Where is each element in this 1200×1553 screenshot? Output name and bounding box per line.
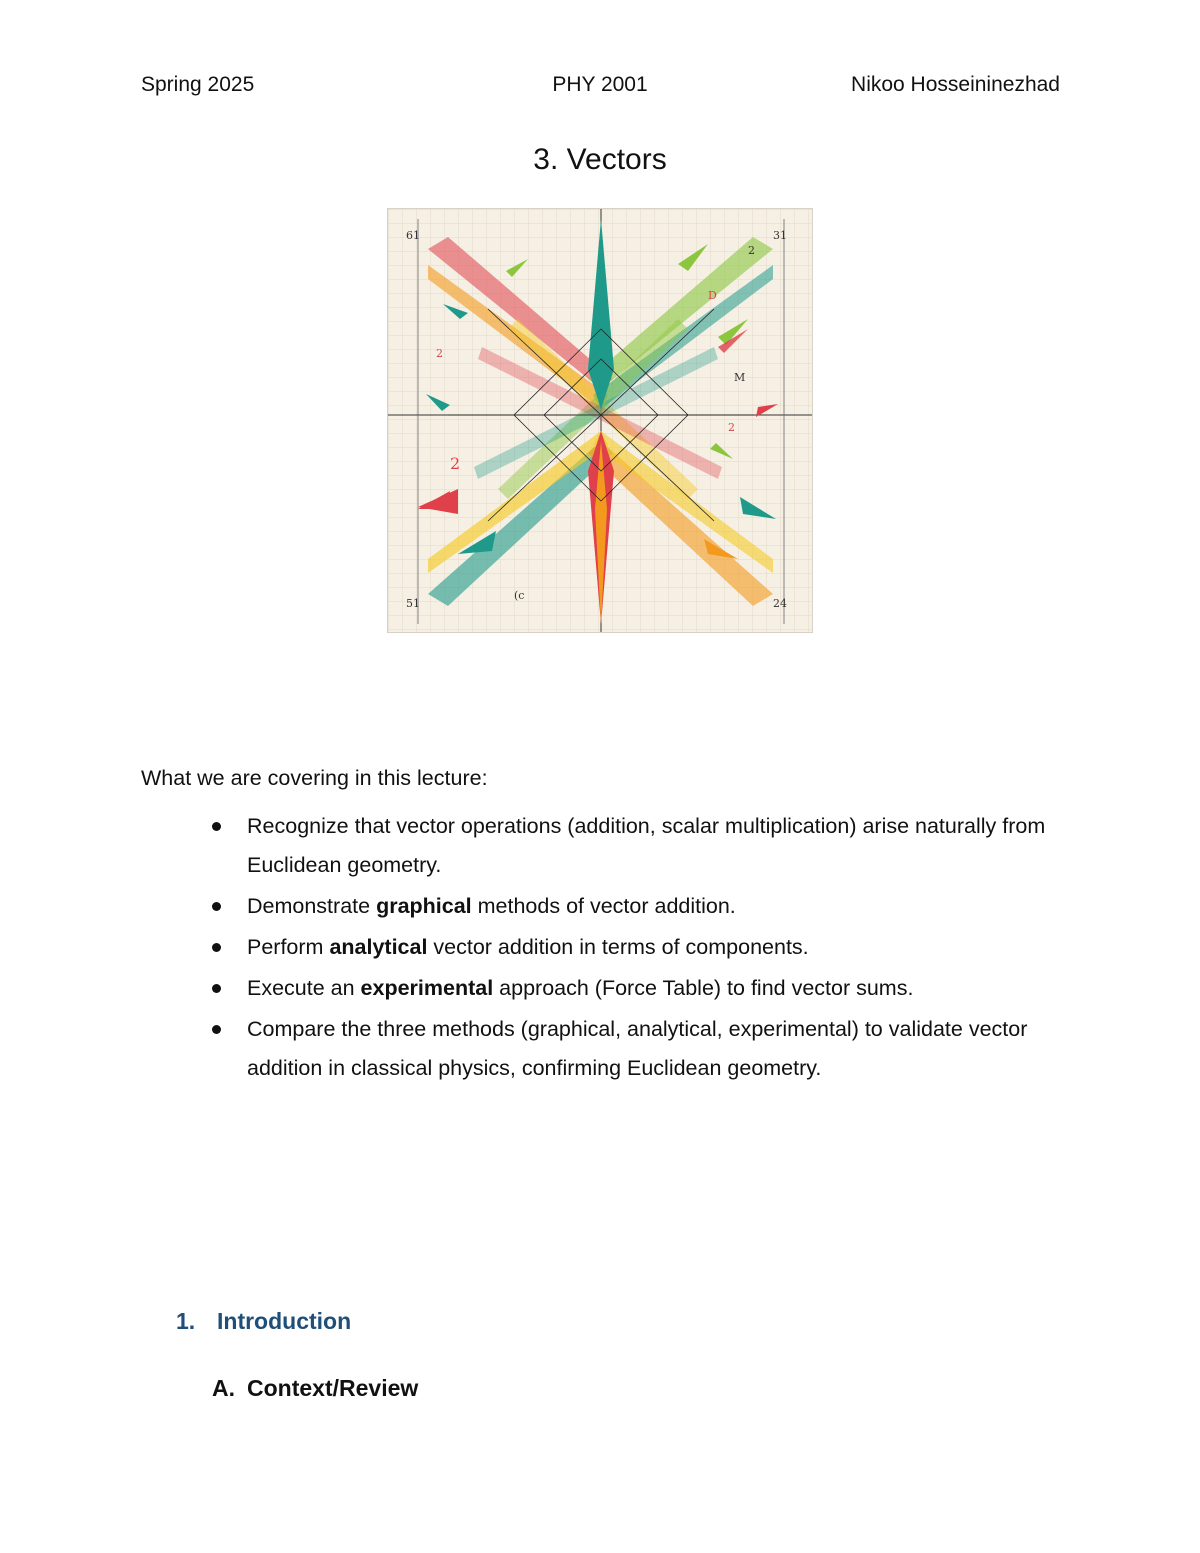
objective-text: vector addition in terms of components. bbox=[427, 935, 809, 959]
header-course: PHY 2001 bbox=[552, 73, 648, 96]
header-author: Nikoo Hosseininezhad bbox=[851, 73, 1060, 96]
svg-text:2: 2 bbox=[728, 421, 735, 434]
subsection-heading bbox=[212, 1375, 418, 1402]
bullet-icon bbox=[212, 902, 221, 911]
document-title: 3. Vectors bbox=[533, 143, 667, 176]
svg-text:2: 2 bbox=[748, 244, 755, 257]
bullet-icon bbox=[212, 822, 221, 831]
objectives-list bbox=[212, 807, 1062, 1090]
objective-text: methods of vector addition. bbox=[471, 894, 736, 918]
objective-text: Compare the three methods (graphical, analytical, experimental) to validate vector addition in classical physics, confirming Euclidean geometry. bbox=[247, 1017, 1028, 1080]
objective-text: approach (Force Table) to find vector sums. bbox=[493, 976, 914, 1000]
objective-text: Recognize that vector operations (addition, scalar multiplication) arise naturally from Euclidean geometry. bbox=[247, 814, 1046, 877]
objective-text: Execute an bbox=[247, 976, 361, 1000]
objective-emphasis: graphical bbox=[376, 894, 472, 918]
list-item bbox=[212, 1010, 1062, 1088]
svg-text:2: 2 bbox=[436, 347, 443, 360]
svg-text:(c: (c bbox=[514, 589, 525, 602]
subsection-title: Context/Review bbox=[247, 1375, 419, 1401]
list-item bbox=[212, 969, 1062, 1008]
header-semester: Spring 2025 bbox=[141, 73, 255, 96]
list-item bbox=[212, 928, 1062, 967]
objective-emphasis: analytical bbox=[329, 935, 428, 959]
svg-text:2: 2 bbox=[450, 454, 461, 473]
objective-emphasis: experimental bbox=[360, 976, 494, 1000]
subsection-letter: A. bbox=[212, 1375, 235, 1401]
vectors-illustration bbox=[387, 208, 813, 633]
svg-text:51: 51 bbox=[406, 597, 420, 610]
bullet-icon bbox=[212, 1025, 221, 1034]
bullet-icon bbox=[212, 943, 221, 952]
svg-text:M: M bbox=[734, 371, 746, 384]
list-item bbox=[212, 887, 1062, 926]
section-number: 1. bbox=[176, 1308, 196, 1334]
objective-text: Perform bbox=[247, 935, 330, 959]
section-title: Introduction bbox=[217, 1308, 352, 1334]
svg-text:61: 61 bbox=[406, 229, 420, 242]
svg-text:24: 24 bbox=[773, 597, 787, 610]
svg-text:31: 31 bbox=[773, 229, 787, 242]
section-heading bbox=[176, 1308, 351, 1335]
svg-text:D: D bbox=[708, 289, 717, 302]
vectors-illustration-art bbox=[388, 209, 813, 633]
list-item bbox=[212, 807, 1062, 885]
lecture-intro: What we are covering in this lecture: bbox=[141, 766, 488, 790]
objective-text: Demonstrate bbox=[247, 894, 377, 918]
bullet-icon bbox=[212, 984, 221, 993]
